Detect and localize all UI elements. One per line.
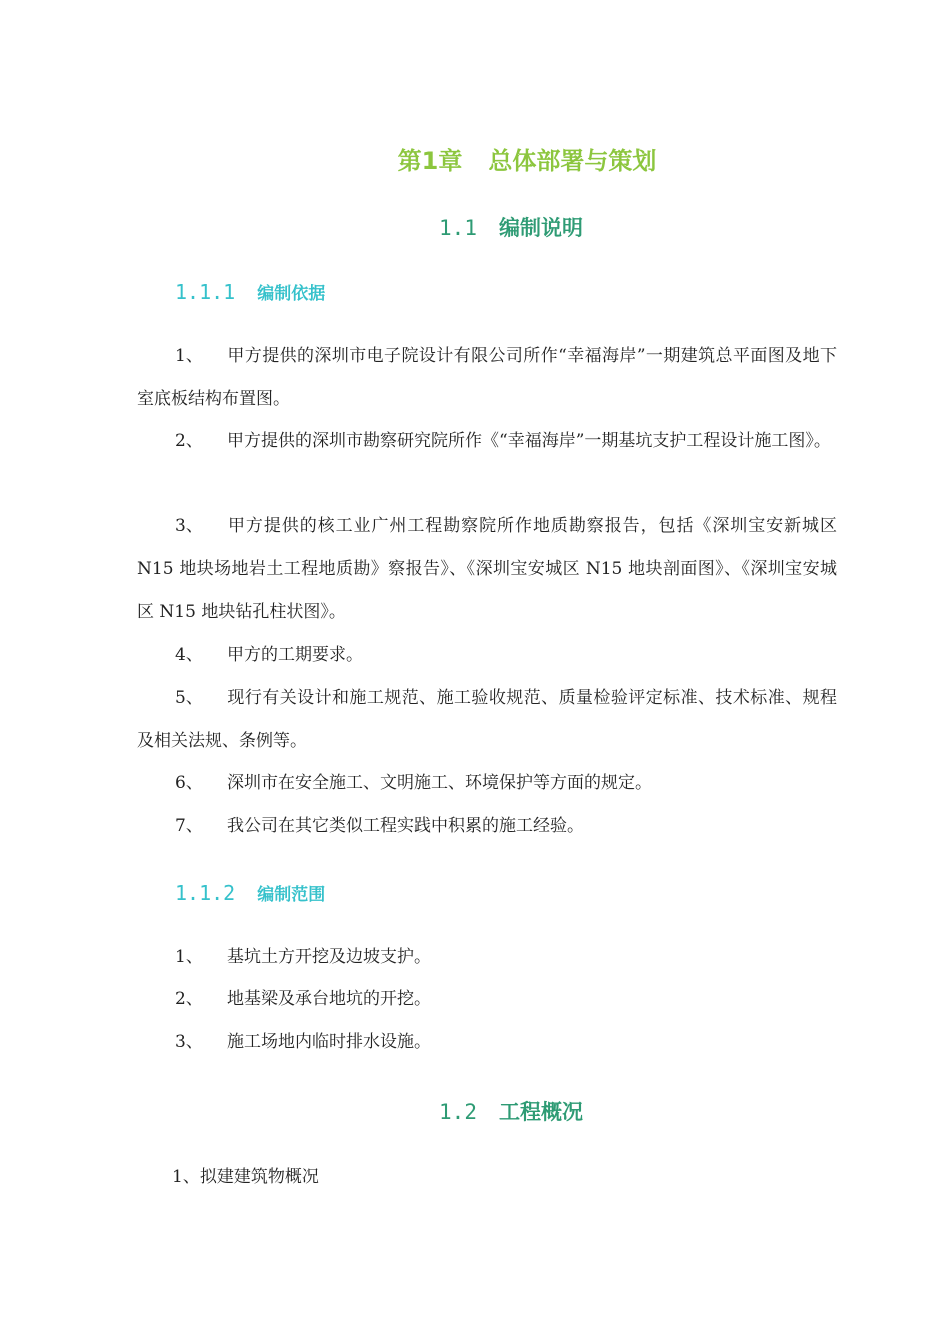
item-number: 5、 — [175, 688, 203, 708]
item-text: 甲方提供的核工业广州工程勘察院所作地质勘察报告，包括《深圳宝安新城区 N15 地块场地岩土工程地质勘》察报告》、《深圳宝安城区 N15 地块剖面图》、《深圳宝安城区 N15 地块钻孔柱状图》。 — [137, 516, 837, 622]
item-number: 3、 — [175, 1032, 203, 1052]
overview-subitem-1: 1、拟建建筑物概况 — [172, 1167, 319, 1187]
chapter-number: 第1章 — [397, 147, 463, 175]
scope-item-2 — [137, 978, 837, 1021]
subsection-title: 编制范围 — [257, 885, 326, 905]
item-number: 6、 — [175, 773, 203, 793]
item-number: 7、 — [175, 816, 203, 836]
item-text: 我公司在其它类似工程实践中积累的施工经验。 — [227, 816, 584, 836]
basis-item-4 — [137, 634, 837, 677]
item-number: 1、 — [175, 947, 203, 967]
scope-item-1 — [137, 936, 837, 979]
subsection-number: 1.1.1 — [175, 280, 236, 304]
item-number: 1、 — [175, 346, 203, 366]
item-text: 基坑土方开挖及边坡支护。 — [227, 947, 431, 967]
section-number: 1.1 — [439, 216, 477, 240]
section-title: 编制说明 — [498, 216, 583, 240]
subsection-title: 编制依据 — [257, 284, 326, 304]
subsection-heading-1-1-2 — [175, 880, 325, 905]
subsection-number: 1.1.2 — [175, 881, 236, 905]
item-text: 甲方提供的深圳市勘察研究院所作《“幸福海岸”一期基坑支护工程设计施工图》。 — [227, 431, 831, 451]
section-heading-1-2 — [0, 1096, 950, 1126]
basis-item-3 — [137, 505, 837, 634]
item-text: 深圳市在安全施工、文明施工、环境保护等方面的规定。 — [227, 773, 652, 793]
chapter-title: 总体部署与策划 — [488, 147, 657, 175]
subsection-heading-1-1-1 — [175, 279, 325, 304]
item-text: 现行有关设计和施工规范、施工验收规范、质量检验评定标准、技术标准、规程及相关法规、条例等。 — [137, 688, 837, 751]
item-number: 3、 — [175, 516, 203, 536]
section-number: 1.2 — [439, 1100, 477, 1124]
item-number: 2、 — [175, 989, 203, 1009]
section-title: 工程概况 — [498, 1100, 583, 1124]
section-heading-1-1 — [0, 212, 950, 242]
item-text: 地基梁及承台地坑的开挖。 — [227, 989, 431, 1009]
chapter-heading — [0, 141, 950, 176]
item-number: 2、 — [175, 431, 203, 451]
basis-item-2 — [137, 420, 837, 463]
item-text: 甲方的工期要求。 — [227, 645, 363, 665]
item-number: 4、 — [175, 645, 203, 665]
basis-item-1 — [137, 335, 837, 421]
basis-item-5 — [137, 677, 837, 763]
basis-item-6 — [137, 762, 837, 805]
item-text: 施工场地内临时排水设施。 — [227, 1032, 431, 1052]
item-text: 甲方提供的深圳市电子院设计有限公司所作“幸福海岸”一期建筑总平面图及地下室底板结构布置图。 — [137, 346, 837, 409]
basis-item-7 — [137, 805, 837, 848]
scope-item-3 — [137, 1021, 837, 1064]
